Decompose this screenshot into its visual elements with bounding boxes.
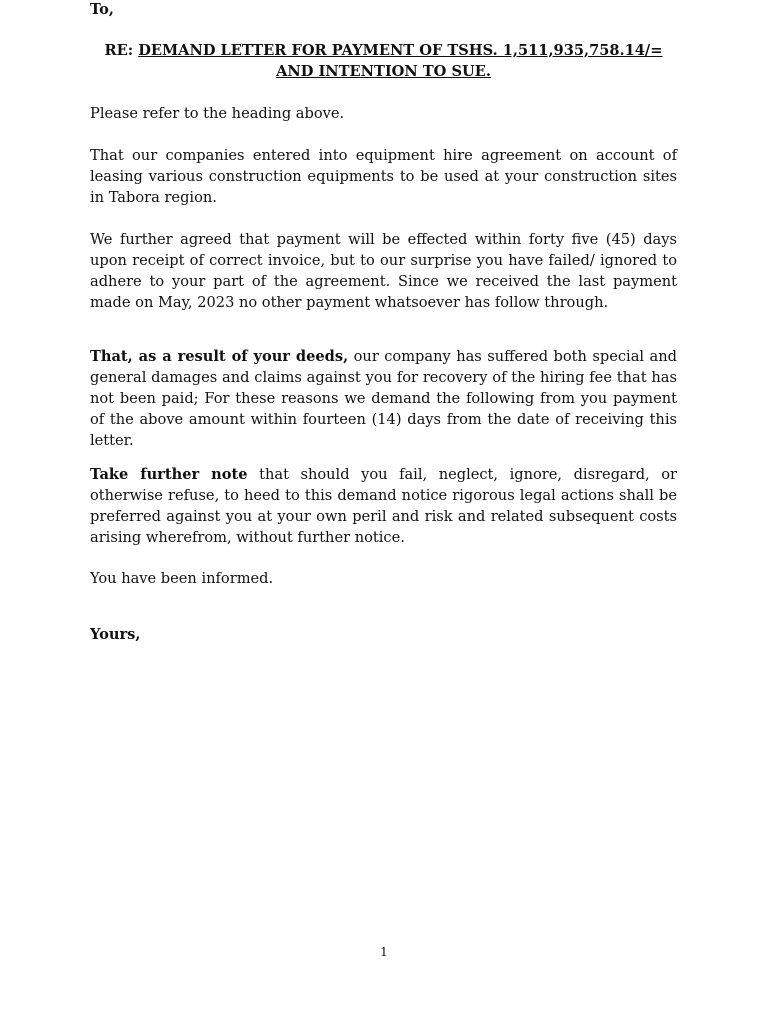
closing-salutation: Yours, xyxy=(90,626,141,643)
addressee-line: To, xyxy=(90,1,114,18)
paragraph-payment-terms: We further agreed that payment will be effected within forty five (45) days upon receipt of correct invoice, but to our surprise you have failed/ ignored to adhere to your part of the agreement. Since we received the last payment made on May, 2023 no other payment whatsoever has follow through. xyxy=(90,231,677,311)
paragraph-agreement: That our companies entered into equipment hire agreement on account of leasing various construction equipments to be used at your construction sites in Tabora region. xyxy=(90,147,677,206)
subject-heading xyxy=(90,40,677,82)
paragraph-reference: Please refer to the heading above. xyxy=(90,105,345,122)
paragraph-damages xyxy=(90,346,677,451)
paragraph-further-note-lead: Take further note xyxy=(90,466,248,483)
page-number: 1 xyxy=(380,945,388,959)
subject-text: DEMAND LETTER FOR PAYMENT OF TSHS. 1,511,935,758.14/= AND INTENTION TO SUE. xyxy=(138,42,663,80)
paragraph-informed: You have been informed. xyxy=(90,570,274,587)
subject-prefix: RE: xyxy=(104,42,134,59)
paragraph-damages-body: our company has suffered both special and general damages and claims against you for recovery of the hiring fee that has not been paid; For these reasons we demand the following from you payment of the above amount within fourteen (14) days from the date of receiving this letter. xyxy=(90,348,677,449)
paragraph-further-note-body: that should you fail, neglect, ignore, disregard, or otherwise refuse, to heed to this demand notice rigorous legal actions shall be preferred against you at your own peril and risk and related subsequent costs arising wherefrom, without further notice. xyxy=(90,466,677,546)
paragraph-damages-lead: That, as a result of your deeds, xyxy=(90,348,349,365)
paragraph-further-note xyxy=(90,464,677,548)
